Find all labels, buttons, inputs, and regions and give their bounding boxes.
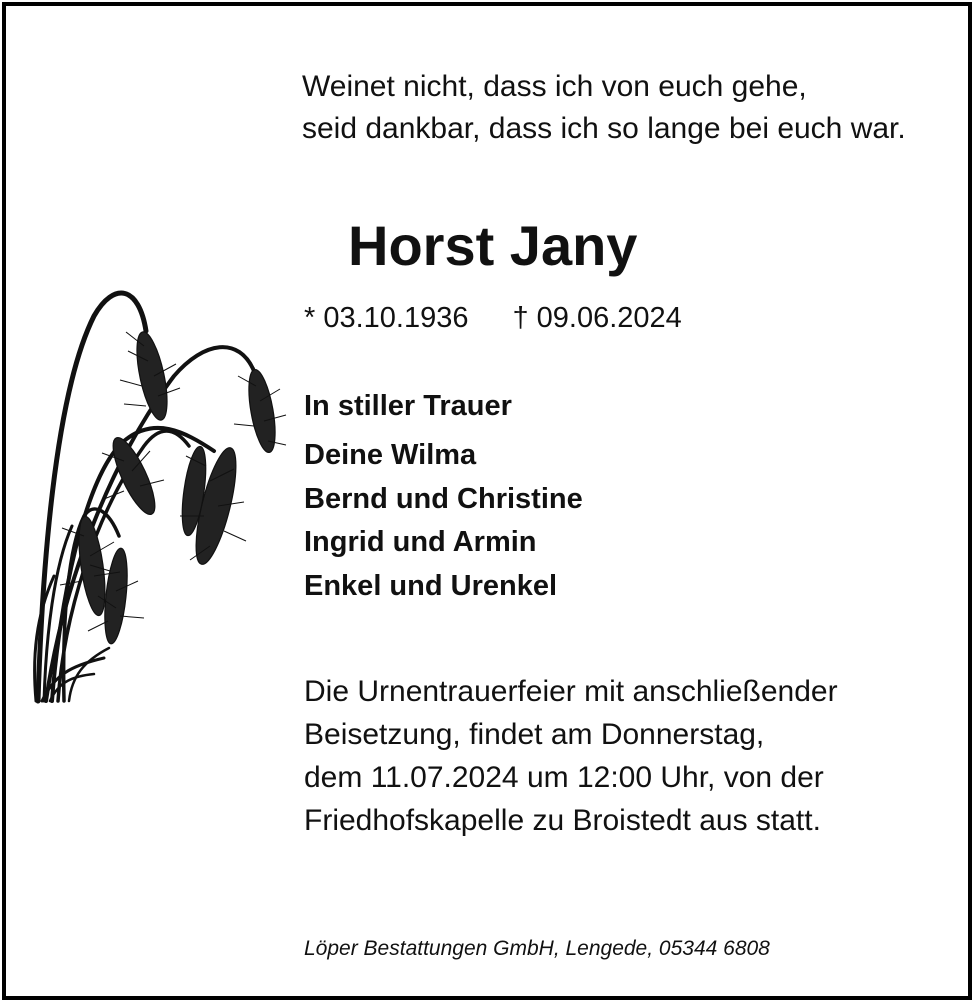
- death-date: † 09.06.2024: [512, 302, 682, 334]
- funeral-notice: [304, 670, 838, 842]
- mourner-name: Deine Wilma: [304, 439, 477, 471]
- quote-line-2: seid dankbar, dass ich so lange bei euch war.: [302, 112, 906, 145]
- memorial-quote: [302, 66, 906, 150]
- mourners-heading: In stiller Trauer: [304, 390, 512, 422]
- notice-line: Die Urnentrauerfeier mit anschließender: [304, 675, 838, 708]
- quote-line-1: Weinet nicht, dass ich von euch gehe,: [302, 70, 807, 103]
- mourner-name: Ingrid und Armin: [304, 526, 537, 558]
- grain-stalks-icon: [24, 276, 289, 706]
- deceased-name: Horst Jany: [348, 214, 638, 277]
- funeral-home-credit: Löper Bestattungen GmbH, Lengede, 05344 6808: [304, 937, 770, 960]
- mourner-name: Bernd und Christine: [304, 482, 583, 515]
- notice-line: Friedhofskapelle zu Broistedt aus statt.: [304, 804, 821, 837]
- mourner-name: Enkel und Urenkel: [304, 569, 558, 602]
- birth-date: * 03.10.1936: [304, 302, 469, 334]
- notice-line: Beisetzung, findet am Donnerstag,: [304, 718, 765, 751]
- life-dates: [304, 298, 682, 338]
- notice-line: dem 11.07.2024 um 12:00 Uhr, von der: [304, 761, 824, 794]
- obituary-frame: [2, 2, 972, 1000]
- mourners-list: [304, 434, 583, 608]
